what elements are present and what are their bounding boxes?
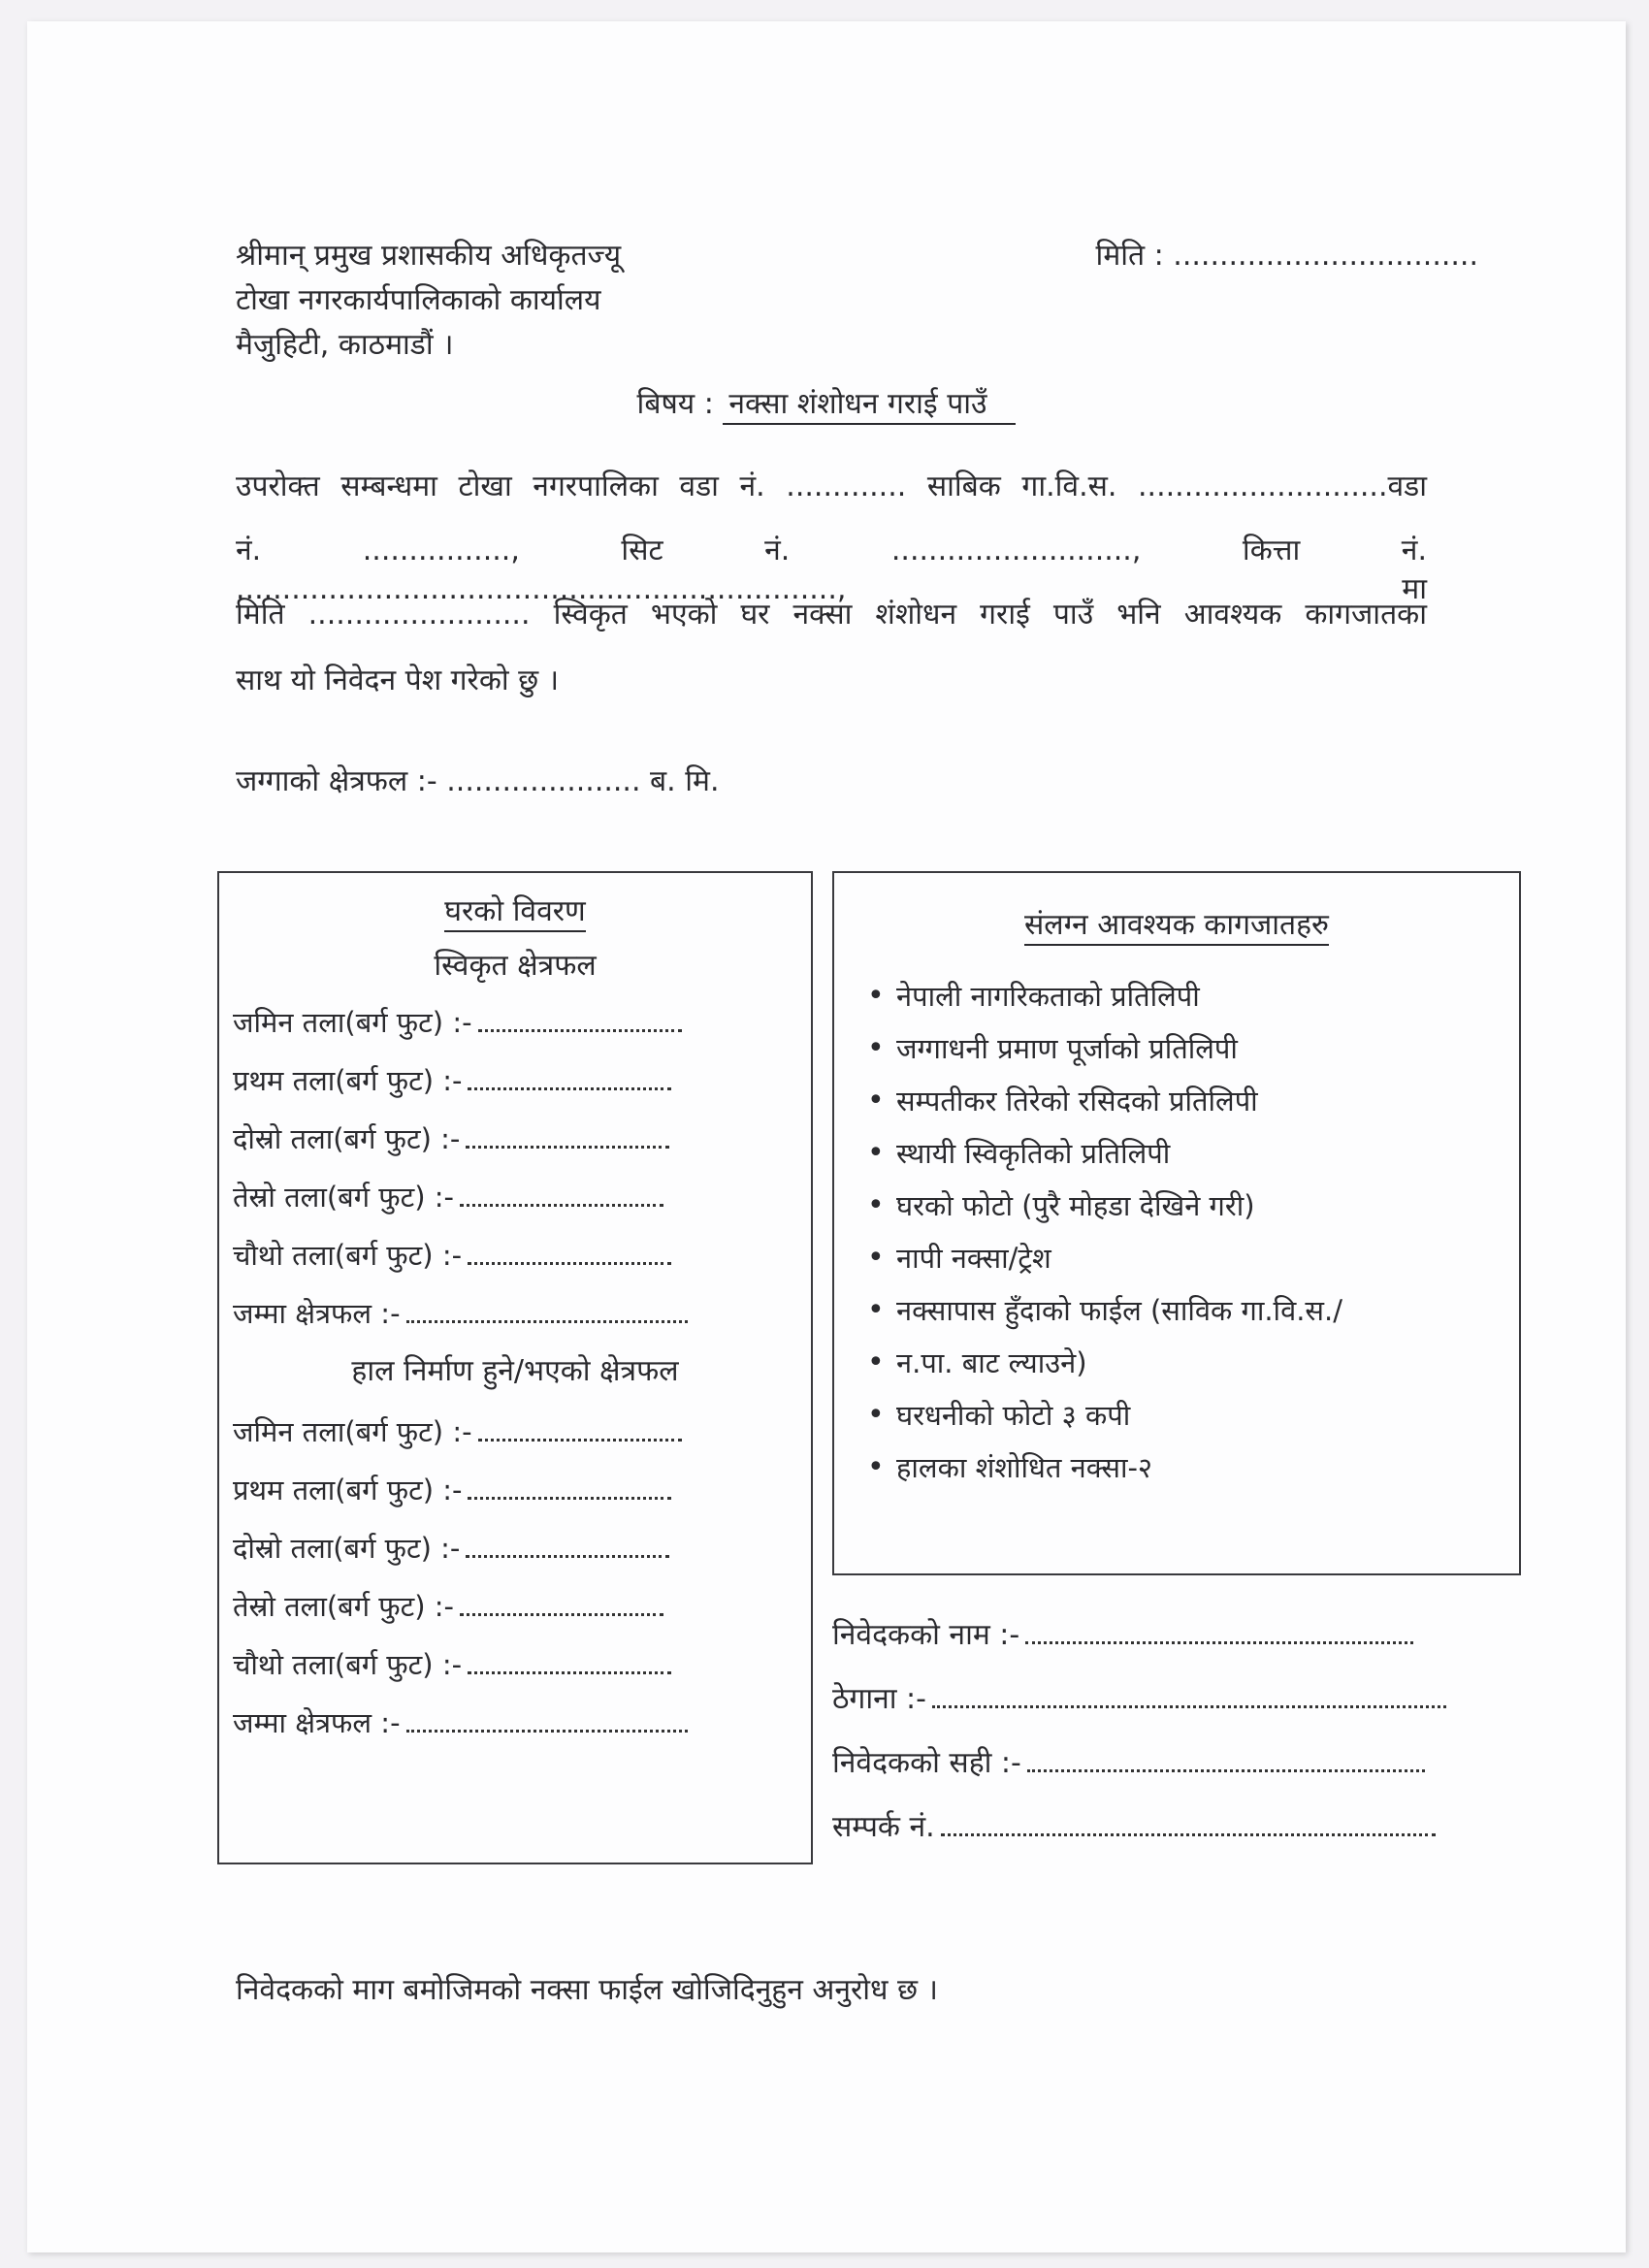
body-line-1: उपरोक्त सम्बन्धमा टोखा नगरपालिका वडा नं. ............. साबिक गा.वि.स. ...........................वडा (236, 470, 1427, 503)
addressee-line-2: टोखा नगरकार्यपालिकाको कार्यालय (236, 283, 601, 317)
approved-row: चौथो तला(बर्ग फुट) :- (233, 1236, 671, 1275)
current-row: दोस्रो तला(बर्ग फुट) :- (233, 1529, 669, 1568)
addressee-line-3: मैजुहिटी, काठमाडौं । (236, 328, 454, 362)
current-total-row: जम्मा क्षेत्रफल :- (233, 1703, 688, 1742)
list-item: • जग्गाधनी प्रमाण पूर्जाको प्रतिलिपी (861, 1022, 1342, 1075)
land-area-field: जग्गाको क्षेत्रफल :- ..................... ब. मि. (236, 764, 720, 798)
list-item: • स्थायी स्विकृतिको प्रतिलिपी (861, 1127, 1342, 1180)
required-documents-box (832, 871, 1521, 1575)
house-details-box (217, 871, 813, 1864)
current-row: प्रथम तला(बर्ग फुट) :- (233, 1471, 671, 1509)
approved-row: प्रथम तला(बर्ग फुट) :- (233, 1061, 671, 1100)
date-field: मिति : ................................. (1095, 239, 1478, 273)
body-line-2: नं. ................, सिट नं. .........................., कित्ता नं. ................................................................., मा (236, 534, 1427, 606)
approved-row: दोस्रो तला(बर्ग फुट) :- (233, 1119, 669, 1158)
list-item: • सम्पतीकर तिरेको रसिदको प्रतिलिपी (861, 1075, 1342, 1127)
current-row: जमिन तला(बर्ग फुट) :- (233, 1412, 682, 1451)
approved-total-row: जम्मा क्षेत्रफल :- (233, 1294, 688, 1333)
list-item: • घरधनीको फोटो ३ कपी (861, 1389, 1342, 1442)
documents-list (861, 970, 1342, 1494)
required-documents-title: संलग्न आवश्यक कागजातहरु (834, 906, 1519, 945)
current-row: तेस्रो तला(बर्ग फुट) :- (233, 1587, 663, 1626)
approved-row: जमिन तला(बर्ग फुट) :- (233, 1003, 682, 1042)
list-item: • घरको फोटो (पुरै मोहडा देखिने गरी) (861, 1180, 1342, 1232)
applicant-address-field: ठेगाना :- (832, 1680, 1446, 1719)
subject-text: नक्सा शंशोधन गराई पाउँ (723, 387, 1016, 425)
body-line-3: मिति ........................ स्विकृत भएको घर नक्सा शंशोधन गराई पाउँ भनि आवश्यक कागजातका (236, 598, 1427, 632)
body-line-4: साथ यो निवेदन पेश गरेको छु । (236, 664, 560, 697)
current-row: चौथो तला(बर्ग फुट) :- (233, 1645, 671, 1684)
subject-line (27, 385, 1626, 424)
applicant-signature-field: निवेदकको सही :- (832, 1744, 1425, 1783)
list-item: • हालका शंशोधित नक्सा-२ (861, 1442, 1342, 1494)
subject-label: बिषय : (636, 387, 714, 421)
list-item-continuation: • न.पा. बाट ल्याउने) (861, 1337, 1342, 1389)
applicant-contact-field: सम्पर्क नं. (832, 1808, 1436, 1847)
current-area-heading: हाल निर्माण हुने/भएको क्षेत्रफल (351, 1354, 679, 1388)
list-item: • नक्सापास हुँदाको फाईल (साविक गा.वि.स./ (861, 1284, 1342, 1337)
addressee-line-1: श्रीमान् प्रमुख प्रशासकीय अधिकृतज्यू (236, 239, 622, 273)
approved-area-heading: स्विकृत क्षेत्रफल (434, 949, 597, 983)
approved-row: तेस्रो तला(बर्ग फुट) :- (233, 1178, 663, 1216)
closing-request: निवेदकको माग बमोजिमको नक्सा फाईल खोजिदिनुहुन अनुरोध छ । (236, 1973, 938, 2007)
application-form-page (27, 21, 1626, 2252)
list-item: • नेपाली नागरिकताको प्रतिलिपी (861, 970, 1342, 1022)
house-details-title: घरको विवरण (219, 892, 811, 931)
list-item: • नापी नक्सा/ट्रेश (861, 1232, 1342, 1284)
applicant-name-field: निवेदकको नाम :- (832, 1616, 1413, 1655)
